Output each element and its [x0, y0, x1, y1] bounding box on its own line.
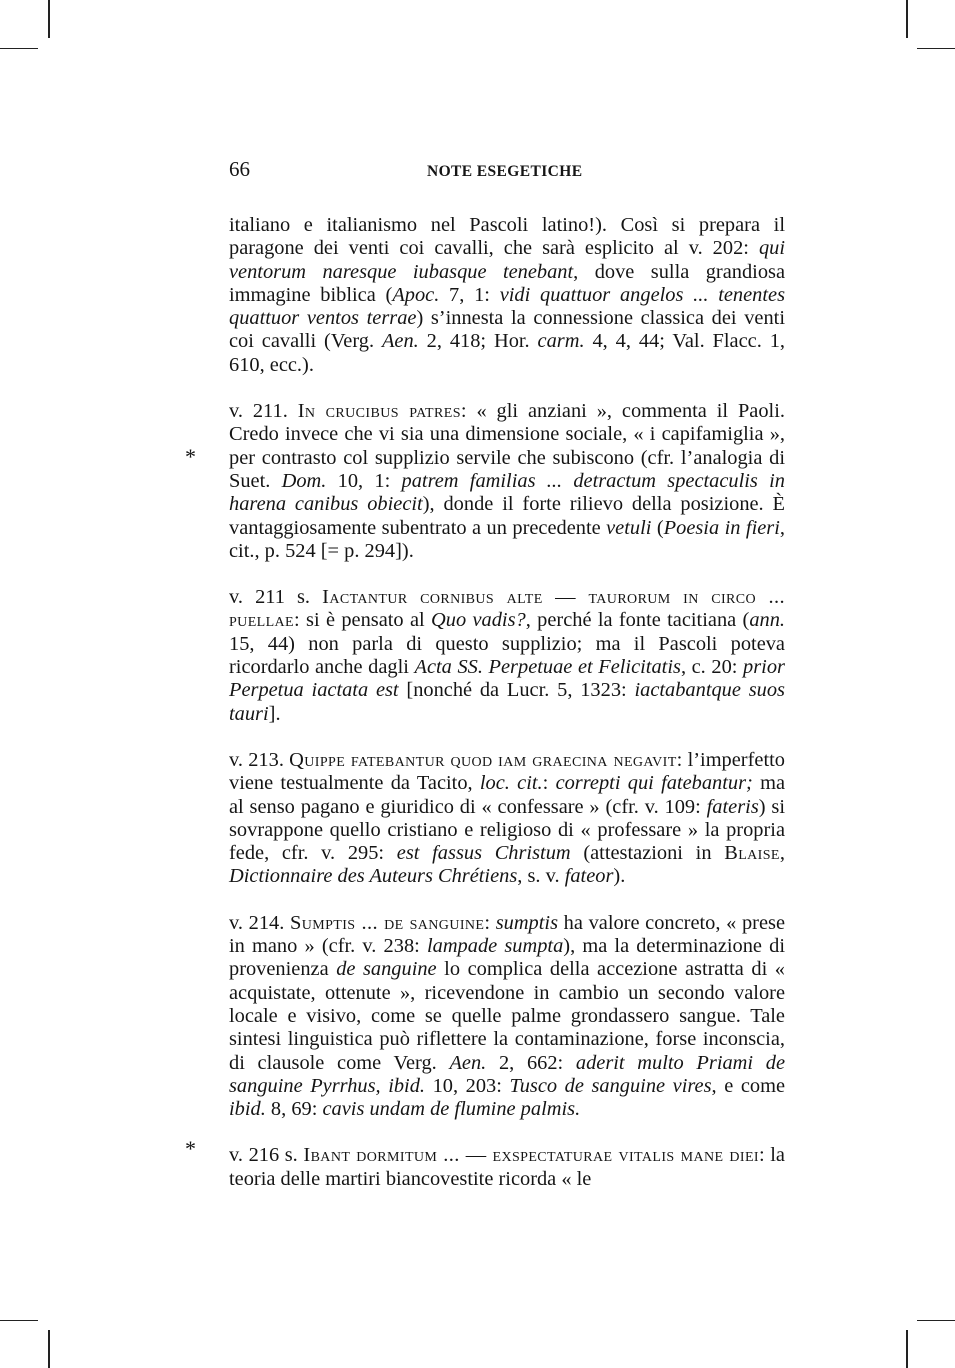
commentary-paragraph — [229, 912, 785, 1122]
text-run: 10, 203: — [425, 1074, 510, 1097]
text-run: , c. 20: — [680, 656, 744, 679]
text-run: v. 211. — [229, 400, 298, 423]
italic-run: de sanguine — [336, 958, 437, 981]
text-run: 4, 4, 44; Val. Flacc. 1, 610, ecc.). — [229, 330, 785, 376]
text-run: , s. v. — [517, 865, 565, 888]
lemma-run: Sumptis ... de sanguine — [289, 911, 485, 934]
italic-run: ibid. — [229, 1098, 266, 1121]
italic-run: fateris — [706, 795, 759, 818]
text-run: 15, 44) non parla di questo supplizio; ma il Pascoli poteva ricordarlo anche dagli — [229, 632, 785, 679]
commentary-paragraph — [229, 400, 785, 563]
commentary-paragraph — [229, 1144, 785, 1191]
lemma-run: Quippe fatebantur quod iam graecina negavit — [289, 748, 677, 771]
italic-run: Apoc. — [392, 283, 440, 306]
lemma-run: Blaise — [724, 842, 780, 865]
italic-run: patrem familias ... detractum spectaculis in harena canibus obiecit — [229, 469, 785, 516]
text-run: ( — [651, 516, 664, 539]
text-run: : — [484, 911, 496, 934]
text-run: 2, 418; Hor. — [418, 330, 538, 353]
text-run: : « gli anziani », commenta il Paoli. Credo invece che vi sia una dimensione sociale, « i capifamiglia », per contrasto col supplizio servile che subiscono (cfr. l’analogia di Suet. — [229, 400, 785, 492]
lemma-run: Ibant dormitum ... — exspectaturae vitalis mane diei — [303, 1144, 759, 1167]
crop-mark — [906, 0, 908, 38]
italic-run: loc. cit. — [479, 772, 543, 795]
commentary-body — [229, 214, 785, 1191]
italic-run: Dom. — [281, 469, 327, 492]
text-run: ha valore concreto, « prese in mano » (cfr. v. 238: — [229, 911, 786, 958]
italic-run: Aen. — [381, 330, 419, 353]
italic-run: prior Perpetua iactata est — [229, 656, 785, 702]
italic-run: Acta SS. Perpetuae et Felicitatis — [414, 656, 681, 679]
text-run: , cit., p. 524 [= p. 294]). — [229, 516, 786, 562]
text-run: ). — [613, 865, 626, 888]
text-run: (attestazioni in — [570, 842, 725, 865]
italic-run: iactabantque suos tauri — [229, 679, 785, 725]
text-run: v. 216 s. — [229, 1144, 304, 1167]
text-run: ) si sovrappone quello cristiano e religioso di « professare » la propria fede, cfr. v. 295: — [229, 795, 786, 865]
text-run: : la teoria delle martiri biancovestite ricorda « le — [229, 1144, 785, 1190]
commentary-paragraph — [229, 214, 785, 377]
text-run: v. 213. — [229, 748, 290, 771]
text-run: v. 214. — [229, 911, 290, 934]
margin-asterisk: * — [185, 1136, 196, 1161]
text-run: ]. — [268, 702, 281, 725]
italic-run: aderit multo Priami de sanguine Pyrrhus, ibid. — [229, 1051, 786, 1097]
running-title: NOTE ESEGETICHE — [427, 163, 583, 180]
lemma-run: In crucibus patres — [297, 400, 461, 423]
text-run: , dove sulla grandiosa immagine biblica ( — [229, 260, 786, 306]
italic-run: correpti qui fatebantur; — [555, 772, 753, 795]
text-run: : si è pensato al — [294, 609, 432, 632]
crop-mark — [0, 1320, 38, 1321]
italic-run: vetuli — [606, 516, 652, 539]
text-run: ), ma la determinazione di provenienza — [229, 935, 785, 981]
crop-mark — [917, 1320, 955, 1321]
text-run: ) s’innesta la connessione classica dei venti coi cavalli (Verg. — [229, 307, 785, 353]
italic-run: ann. — [749, 609, 785, 632]
text-run: 2, 662: — [486, 1051, 576, 1074]
commentary-paragraph — [229, 749, 785, 889]
text-run: [nonché da Lucr. 5, 1323: — [398, 679, 635, 702]
text-run: lo complica della accezione astratta di « acquistate, ottenute », ricevendone in cambio un secondo valore locale e visivo, come se quelle palme grondassero sangue. Tale sintesi linguistica può riflettere la contaminazione, forse inconscia, di clausole come Verg. — [229, 958, 785, 1074]
text-run: 7, 1: — [439, 283, 500, 306]
crop-mark — [48, 1330, 50, 1368]
text-run: , — [779, 842, 785, 865]
crop-mark — [0, 48, 38, 49]
text-run: , perché la fonte tacitiana ( — [525, 609, 750, 632]
text-run: v. 211 s. — [229, 586, 323, 609]
italic-run: sumptis — [495, 911, 559, 934]
text-run: italiano e italianismo nel Pascoli latino!). Così si prepara il paragone dei venti coi cavalli, che sarà esplicito al v. 202: — [229, 214, 785, 260]
text-run: , e come — [711, 1074, 785, 1097]
text-run: ), donde il forte rilievo della posizione. È vantaggiosamente subentrato a un precedente — [229, 493, 785, 539]
italic-run: Poesia in fieri — [663, 516, 780, 539]
margin-asterisk: * — [185, 444, 196, 469]
lemma-run: Iactantur cornibus alte — taurorum in circo ... puellae — [229, 586, 785, 632]
crop-mark — [906, 1330, 908, 1368]
text-run: : l’imperfetto viene testualmente da Tacito, — [229, 748, 785, 795]
text-run: ma al senso pagano e giuridico di « confessare » (cfr. v. 109: — [229, 772, 785, 818]
text-run: 8, 69: — [265, 1098, 323, 1121]
italic-run: vidi quattuor angelos ... tenentes quattuor ventos terrae — [229, 283, 785, 330]
italic-run: est fassus Christum — [396, 842, 571, 865]
page-number: 66 — [229, 157, 250, 181]
crop-mark — [917, 48, 955, 49]
italic-run: Quo vadis? — [431, 609, 526, 632]
italic-run: Dictionnaire des Auteurs Chrétiens — [229, 865, 518, 888]
commentary-paragraph — [229, 586, 785, 726]
italic-run: cavis undam de flumine palmis. — [322, 1098, 581, 1121]
text-run: : — [542, 772, 556, 795]
italic-run: carm. — [537, 330, 585, 353]
text-run: 10, 1: — [326, 469, 402, 492]
italic-run: qui ventorum naresque iubasque tenebant — [229, 237, 785, 283]
italic-run: Tusco de sanguine vires — [509, 1074, 712, 1097]
italic-run: fateor — [564, 865, 614, 888]
italic-run: Aen. — [449, 1051, 487, 1074]
italic-run: lampade sumpta — [426, 935, 564, 958]
crop-mark — [48, 0, 50, 38]
